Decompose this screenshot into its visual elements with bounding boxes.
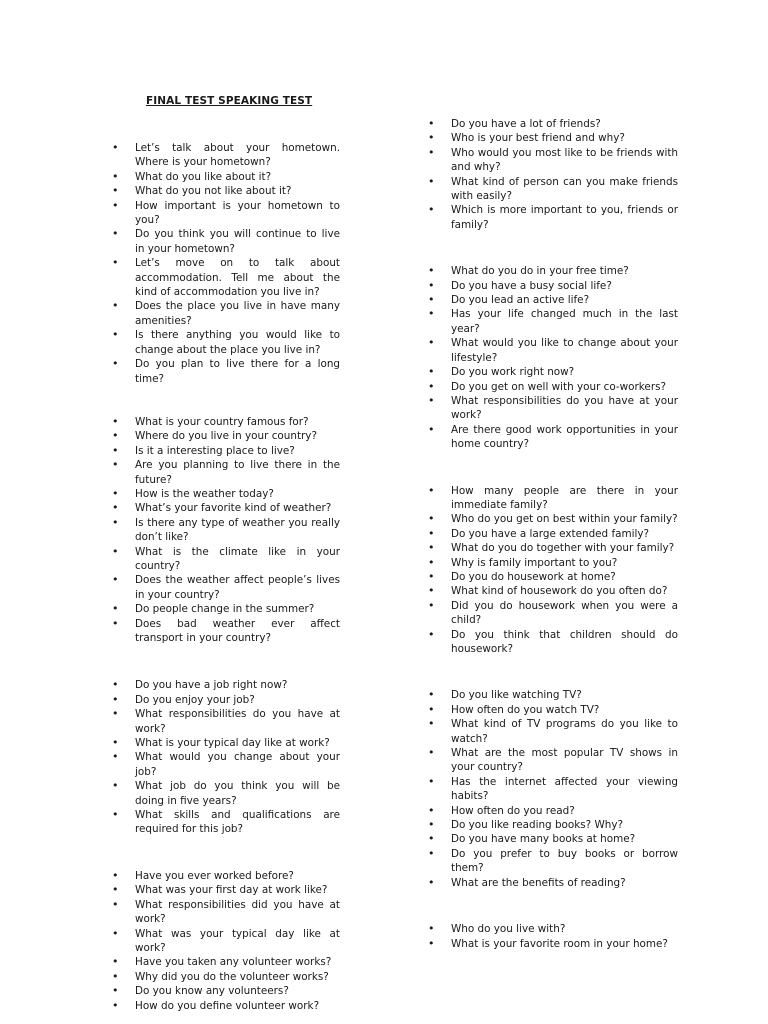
question-text: What is your typical day like at work? (135, 737, 330, 750)
question-item (112, 184, 340, 198)
question-item (428, 365, 678, 379)
question-text: Who is your best friend and why? (451, 132, 625, 145)
question-item (112, 693, 340, 707)
question-item (112, 678, 340, 692)
question-text: What is the climate like in your country? (135, 545, 340, 572)
question-item (112, 299, 340, 328)
question-text: How often do you watch TV? (451, 703, 600, 716)
bullet-icon: • (428, 774, 435, 788)
question-text: Do you have a busy social life? (451, 279, 612, 292)
question-text: Does the weather affect people’s lives in your country? (135, 574, 340, 601)
bullet-icon: • (428, 393, 435, 407)
bullet-icon: • (112, 808, 119, 822)
bullet-icon: • (428, 365, 435, 379)
question-text: Who would you most like to be friends with and why? (451, 146, 678, 174)
question-item (112, 736, 340, 750)
question-text: Do you prefer to buy books or borrow them? (451, 847, 678, 875)
bullet-icon: • (428, 717, 435, 731)
bullet-icon: • (112, 692, 119, 706)
bullet-icon: • (428, 203, 435, 217)
question-text: Do you like reading books? Why? (451, 819, 624, 832)
question-item (428, 584, 678, 598)
bullet-icon: • (428, 875, 435, 889)
question-text: Let’s move on to talk about accommodation. Tell me about the kind of accommodation you live in? (135, 257, 340, 299)
bullet-icon: • (428, 803, 435, 817)
question-item (112, 984, 340, 998)
bullet-icon: • (428, 117, 435, 130)
question-item (112, 927, 340, 956)
question-item (428, 570, 678, 584)
question-item (112, 357, 340, 386)
question-item (112, 869, 340, 883)
question-item (112, 707, 340, 736)
bullet-icon: • (112, 443, 119, 457)
question-item (112, 970, 340, 984)
bullet-icon: • (112, 227, 119, 241)
bullet-icon: • (112, 602, 119, 616)
bullet-icon: • (428, 936, 435, 950)
bullet-icon: • (112, 779, 119, 793)
question-text: Are you planning to live there in the future? (135, 459, 340, 486)
question-group (112, 141, 340, 386)
question-text: Do you plan to live there for a long time? (135, 358, 340, 385)
question-text: Have you taken any volunteer works? (135, 956, 332, 969)
question-text: How many people are there in your immediate family? (451, 484, 678, 511)
bullet-icon: • (112, 955, 119, 969)
bullet-icon: • (428, 145, 435, 159)
question-text: Do you enjoy your job? (135, 693, 255, 706)
question-item (428, 175, 678, 204)
question-text: Do you have many books at home? (451, 833, 636, 846)
question-text: What responsibilities do you have at your work? (451, 394, 678, 422)
question-item (112, 458, 340, 487)
bullet-icon: • (112, 501, 119, 515)
question-text: Has your life changed much in the last year? (451, 308, 678, 335)
question-text: Does bad weather ever affect transport in your country? (135, 617, 340, 644)
question-item (112, 808, 340, 837)
bullet-icon: • (428, 526, 435, 540)
bullet-icon: • (428, 627, 435, 641)
bullet-icon: • (428, 555, 435, 569)
question-text: Are there good work opportunities in your home country? (451, 423, 678, 451)
bullet-icon: • (112, 429, 119, 443)
question-item (428, 922, 678, 936)
question-item (428, 599, 678, 628)
question-item (428, 279, 678, 293)
bullet-icon: • (112, 515, 119, 529)
question-text: Is it a interesting place to live? (135, 444, 295, 457)
question-text: What do you not like about it? (135, 185, 292, 198)
question-item (428, 394, 678, 423)
question-item (428, 876, 678, 890)
question-text: What is your country famous for? (135, 415, 309, 428)
question-item (428, 847, 678, 876)
question-text: How do you define volunteer work? (135, 999, 320, 1012)
question-item (428, 937, 678, 951)
question-group (112, 678, 340, 836)
bullet-icon: • (428, 379, 435, 393)
question-item (112, 256, 340, 299)
question-item (428, 818, 678, 832)
question-item (112, 573, 340, 602)
question-text: Do you think that children should do housework? (451, 628, 678, 655)
bullet-icon: • (428, 512, 435, 526)
question-text: What responsibilities do you have at work? (135, 708, 340, 735)
bullet-icon: • (112, 544, 119, 558)
question-text: How important is your hometown to you? (135, 199, 340, 227)
bullet-icon: • (428, 307, 435, 321)
question-text: What do you do together with your family? (451, 542, 675, 555)
question-item (428, 541, 678, 555)
bullet-icon: • (112, 707, 119, 721)
question-text: What kind of housework do you often do? (451, 585, 668, 598)
question-item (428, 203, 678, 232)
question-text: How often do you read? (451, 804, 575, 817)
question-text: How is the weather today? (135, 487, 274, 500)
bullet-icon: • (428, 278, 435, 292)
question-text: Do you have a job right now? (135, 679, 288, 692)
question-text: Let’s talk about your hometown. Where is your hometown? (135, 142, 340, 169)
question-item (428, 804, 678, 818)
question-text: What kind of TV programs do you like to watch? (451, 718, 678, 745)
bullet-icon: • (112, 256, 119, 270)
bullet-icon: • (112, 458, 119, 472)
question-text: Is there anything you would like to change about the place you live in? (135, 329, 340, 356)
bullet-icon: • (112, 328, 119, 342)
bullet-icon: • (428, 569, 435, 583)
bullet-icon: • (112, 736, 119, 750)
question-text: Do you think you will continue to live in your hometown? (135, 228, 340, 255)
bullet-icon: • (428, 174, 435, 188)
question-item (112, 487, 340, 501)
bullet-icon: • (112, 926, 119, 940)
question-item (428, 293, 678, 307)
question-item (112, 545, 340, 574)
question-text: Do you lead an active life? (451, 294, 590, 307)
question-item (112, 429, 340, 443)
question-item (112, 516, 340, 545)
question-item (428, 628, 678, 657)
bullet-icon: • (112, 616, 119, 630)
bullet-icon: • (112, 573, 119, 587)
bullet-icon: • (428, 264, 435, 278)
bullet-icon: • (112, 184, 119, 198)
question-text: Who do you get on best within your family? (451, 513, 678, 526)
question-group (428, 922, 678, 951)
question-text: Did you do housework when you were a child? (451, 599, 678, 627)
question-text: Do people change in the summer? (135, 603, 315, 616)
question-item (428, 703, 678, 717)
bullet-icon: • (428, 131, 435, 145)
bullet-icon: • (112, 414, 119, 428)
question-item (112, 779, 340, 808)
question-group (428, 484, 678, 657)
question-group (428, 264, 678, 451)
question-text: What are the most popular TV shows in your country? (451, 747, 678, 774)
question-text: What is your favorite room in your home? (451, 937, 668, 950)
question-item (428, 117, 678, 131)
bullet-icon: • (112, 357, 119, 371)
question-text: What was your first day at work like? (135, 884, 328, 897)
question-text: What kind of person can you make friends with easily? (451, 175, 678, 203)
bullet-icon: • (428, 541, 435, 555)
question-item (112, 415, 340, 429)
question-group (112, 869, 340, 1013)
question-item (112, 999, 340, 1013)
question-text: Does the place you live in have many amenities? (135, 300, 340, 327)
question-group (428, 688, 678, 890)
bullet-icon: • (112, 868, 119, 882)
bullet-icon: • (112, 750, 119, 764)
bullet-icon: • (112, 984, 119, 998)
question-group (112, 415, 340, 646)
question-text: Why is family important to you? (451, 556, 618, 569)
question-item (112, 617, 340, 646)
bullet-icon: • (428, 336, 435, 350)
question-text: Where do you live in your country? (135, 430, 317, 443)
question-item (112, 227, 340, 256)
question-item (112, 444, 340, 458)
left-column (112, 141, 340, 1013)
question-item (428, 775, 678, 804)
question-item (112, 501, 340, 515)
question-item (428, 264, 678, 278)
bullet-icon: • (428, 818, 435, 832)
question-item (428, 380, 678, 394)
question-text: What do you like about it? (135, 170, 272, 183)
bullet-icon: • (112, 299, 119, 313)
question-text: Who do you live with? (451, 923, 566, 936)
bullet-icon: • (428, 832, 435, 846)
bullet-icon: • (428, 422, 435, 436)
right-column (428, 117, 678, 951)
question-text: Do you have a large extended family? (451, 527, 650, 540)
question-item (428, 688, 678, 702)
question-text: What responsibilities did you have at work? (135, 898, 340, 926)
question-item (428, 832, 678, 846)
question-text: Has the internet affected your viewing habits? (451, 775, 678, 803)
bullet-icon: • (428, 922, 435, 936)
bullet-icon: • (428, 688, 435, 702)
question-item (112, 955, 340, 969)
question-item (428, 512, 678, 526)
bullet-icon: • (428, 293, 435, 307)
question-item (428, 484, 678, 513)
question-item (428, 423, 678, 452)
bullet-icon: • (428, 746, 435, 760)
bullet-icon: • (112, 678, 119, 692)
question-text: What was your typical day like at work? (135, 927, 340, 954)
bullet-icon: • (112, 897, 119, 911)
question-group (428, 117, 678, 232)
question-text: Do you have a lot of friends? (451, 118, 601, 130)
question-text: What job do you think you will be doing in five years? (135, 780, 340, 807)
question-item (428, 336, 678, 365)
bullet-icon: • (112, 998, 119, 1012)
bullet-icon: • (428, 598, 435, 612)
question-item (428, 307, 678, 336)
question-text: Do you get on well with your co-workers? (451, 380, 667, 393)
bullet-icon: • (428, 702, 435, 716)
question-text: Is there any type of weather you really don’t like? (135, 516, 340, 544)
question-item (428, 746, 678, 775)
question-text: What would you change about your job? (135, 751, 340, 778)
bullet-icon: • (112, 486, 119, 500)
bullet-icon: • (112, 969, 119, 983)
question-item (428, 146, 678, 175)
question-item (112, 141, 340, 170)
question-text: Why did you do the volunteer works? (135, 970, 329, 983)
question-item (112, 750, 340, 779)
question-text: What do you do in your free time? (451, 265, 629, 278)
question-text: Do you know any volunteers? (135, 985, 289, 998)
question-item (428, 717, 678, 746)
question-item (112, 883, 340, 897)
question-item (112, 328, 340, 357)
question-text: What are the benefits of reading? (451, 876, 626, 889)
question-item (428, 131, 678, 145)
question-item (112, 602, 340, 616)
question-text: What’s your favorite kind of weather? (135, 502, 332, 515)
bullet-icon: • (428, 483, 435, 497)
bullet-icon: • (428, 846, 435, 860)
question-text: Do you like watching TV? (451, 689, 582, 702)
question-text: What skills and qualifications are required for this job? (135, 809, 340, 836)
question-text: Which is more important to you, friends or family? (451, 204, 678, 231)
question-item (428, 556, 678, 570)
question-text: Do you work right now? (451, 366, 575, 379)
question-text: Do you do housework at home? (451, 570, 616, 583)
question-item (112, 199, 340, 228)
question-text: What would you like to change about your lifestyle? (451, 337, 678, 364)
page-title: FINAL TEST SPEAKING TEST (146, 95, 313, 107)
bullet-icon: • (428, 584, 435, 598)
question-item (112, 898, 340, 927)
bullet-icon: • (112, 883, 119, 897)
bullet-icon: • (112, 141, 119, 154)
bullet-icon: • (112, 198, 119, 212)
question-text: Have you ever worked before? (135, 869, 294, 882)
question-item (112, 170, 340, 184)
question-item (428, 527, 678, 541)
bullet-icon: • (112, 169, 119, 183)
